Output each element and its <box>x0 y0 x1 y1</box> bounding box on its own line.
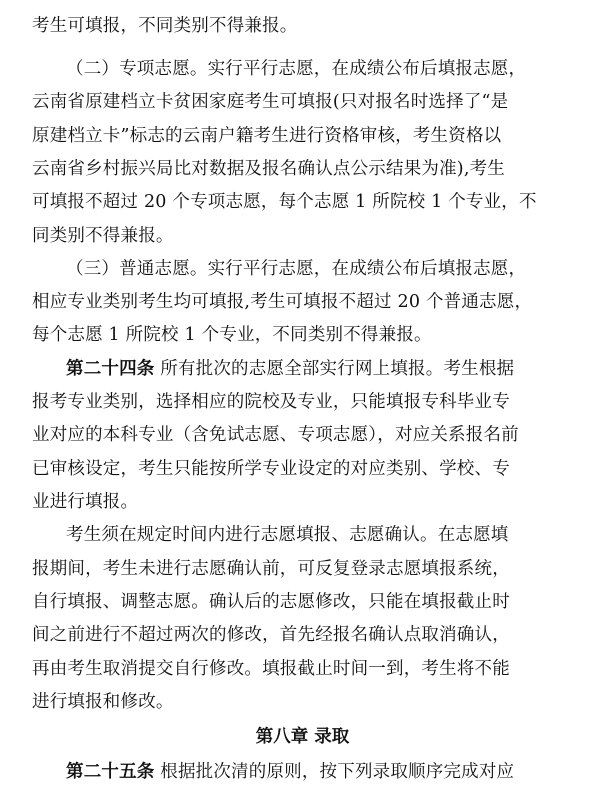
text-line: 云南省乡村振兴局比对数据及报名确认点公示结果为准),考生 <box>32 159 505 179</box>
paragraph-line <box>66 760 605 784</box>
text-line: 间之前进行不超过两次的修改，首先经报名确认点取消确认， <box>32 625 510 645</box>
text-line: 相应专业类别考生均可填报,考生可填报不超过 20 个普通志愿， <box>32 292 533 312</box>
text-line: 考生可填报，不同类别不得兼报。 <box>32 16 298 36</box>
text-line: 实行平行志愿，在成绩公布后填报志愿， <box>207 59 527 79</box>
text-line: 所有批次的志愿全部实行网上填报。考生根据 <box>154 359 515 379</box>
text-line: 云南省原建档立卡贫困家庭考生可填报(只对报名时选择了“是 <box>32 92 509 112</box>
text-line: 根据批次清的原则，按下列录取顺序完成对应 <box>154 762 515 782</box>
text-line: 已审核设定，考生只能按所学专业设定的对应类别、学校、专 <box>32 459 510 479</box>
text-line: 同类别不得兼报。 <box>32 226 174 246</box>
chapter-heading: 第八章 录取 <box>255 727 350 747</box>
text-line: 业进行填报。 <box>32 492 139 512</box>
clause-label: （三）普通志愿。 <box>66 259 208 279</box>
text-line: 业对应的本科专业（含免试志愿、专项志愿），对应关系报名前 <box>32 425 519 445</box>
article-number: 第二十五条 <box>66 762 155 782</box>
text-line: 每个志愿 1 所院校 1 个专业，不同类别不得兼报。 <box>32 325 432 345</box>
paragraph-line <box>66 257 605 281</box>
paragraph-line <box>66 357 605 381</box>
paragraph-line <box>66 57 605 81</box>
text-line: 报考专业类别，选择相应的院校及专业，只能填报专科毕业专 <box>32 392 510 412</box>
text-line: 可填报不超过 20 个专项志愿，每个志愿 1 所院校 1 个专业，不 <box>32 192 537 212</box>
text-line: 考生须在规定时间内进行志愿填报、志愿确认。在志愿填 <box>66 525 509 545</box>
text-line: 原建档立卡”标志的云南户籍考生进行资格审核，考生资格以 <box>32 126 502 146</box>
text-line: 再由考生取消提交自行修改。填报截止时间一到，考生将不能 <box>32 659 510 679</box>
text-line: 自行填报、调整志愿。确认后的志愿修改，只能在填报截止时 <box>32 592 510 612</box>
clause-label: （二）专项志愿。 <box>66 59 208 79</box>
text-line: 报期间，考生未进行志愿确认前，可反复登录志愿填报系统， <box>32 559 510 579</box>
text-line: 实行平行志愿，在成绩公布后填报志愿， <box>207 259 527 279</box>
article-number: 第二十四条 <box>66 359 155 379</box>
text-line: 进行填报和修改。 <box>32 692 174 712</box>
